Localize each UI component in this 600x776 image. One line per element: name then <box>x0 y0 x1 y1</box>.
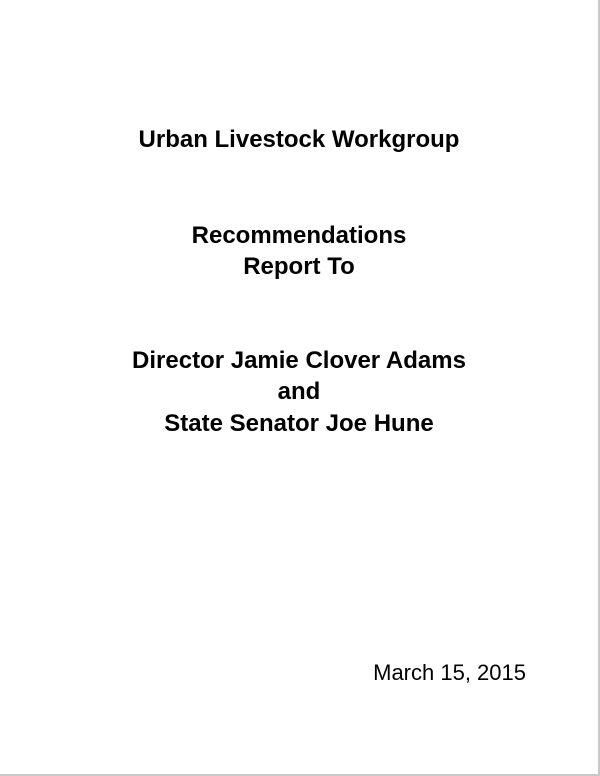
recipient-line-3: State Senator Joe Hune <box>164 410 434 437</box>
subtitle-line-1: Recommendations <box>191 222 407 249</box>
subtitle-line-2: Report To <box>243 253 355 280</box>
recipient-line-2: and <box>277 378 321 405</box>
recipient-line-1: Director Jamie Clover Adams <box>132 347 466 374</box>
document-date: March 15, 2015 <box>373 660 526 685</box>
document-title: Urban Livestock Workgroup <box>138 126 460 153</box>
